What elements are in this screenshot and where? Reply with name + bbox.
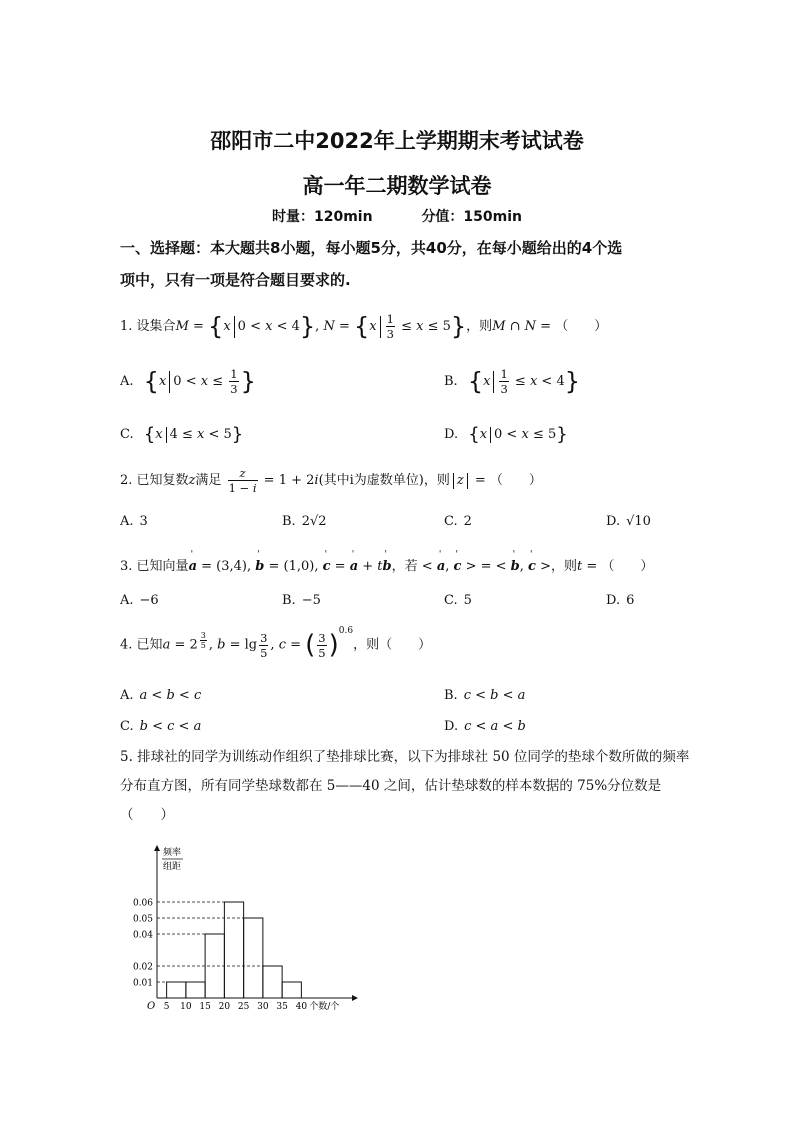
- question-number: 3.: [120, 559, 133, 574]
- exam-meta: [0, 206, 794, 226]
- question-text: (其中i为虚数单位)，则: [318, 473, 450, 488]
- q1-option-c[interactable]: C. {x 4 ≤ x < 5}: [120, 424, 244, 445]
- x-tick-label: 30: [257, 1002, 269, 1012]
- q3-option-c[interactable]: C. 5: [444, 593, 472, 608]
- histogram-bar: [167, 982, 186, 998]
- histogram-bar: [244, 918, 263, 998]
- question-text: ，则: [466, 319, 493, 334]
- x-tick-label: 25: [237, 1002, 250, 1012]
- x-tick-label: 15: [199, 1002, 211, 1012]
- question-5: 5. 排球社的同学为训练动作组织了垫排球比赛，以下为排球社 50 位同学的垫球个数所做的频率分布直方图，所有同学垫球数都在 5——40 之间，估计垫球数的样本数据的 75%分位数是（ ）: [120, 749, 690, 823]
- question-number: 2.: [120, 473, 133, 488]
- question-text: 满足: [195, 473, 222, 488]
- question-1: 1. 设集合M = {x 0 < x < 4}, N = {x $\frac{1}{3}$ ≤ x ≤ 5}，则M ∩ N = （ ）: [120, 312, 608, 341]
- question-text: 设集合: [136, 319, 176, 334]
- option-text: −5: [301, 593, 321, 608]
- y-label-top: 频率: [163, 848, 182, 858]
- y-label-bottom: 组距: [163, 862, 182, 872]
- option-text: 2: [463, 514, 472, 529]
- histogram-bar: [224, 902, 243, 998]
- section-heading-line1: 一、选择题：本大题共8小题，每小题5分，共40分，在每小题给出的4个选: [120, 239, 623, 257]
- y-tick-label: 0.04: [132, 930, 153, 941]
- y-tick-label: 0.01: [132, 978, 153, 989]
- q1-option-b[interactable]: B. {x $\frac{1}{3}$ ≤ x < 4}: [444, 367, 581, 396]
- chart-axes: [157, 848, 355, 998]
- q2-option-d[interactable]: D. √10: [606, 514, 651, 529]
- chart-labels: [133, 846, 339, 1012]
- question-number: 1.: [120, 319, 133, 334]
- section-heading: [120, 232, 680, 296]
- exam-title: 邵阳市二中2022年上学期期末考试试卷: [210, 129, 584, 153]
- question-text: ，则: [550, 559, 577, 574]
- x-tick-label: 5: [163, 1002, 170, 1012]
- x-axis-label: 个数/个: [309, 1002, 340, 1012]
- option-text: −6: [139, 593, 159, 608]
- origin-label: O: [147, 1001, 156, 1012]
- option-text: √10: [626, 514, 651, 529]
- x-tick-label: 35: [276, 1002, 288, 1012]
- q2-option-c[interactable]: C. 2: [444, 514, 472, 529]
- question-3: 3. 已知向量' a = (3,4), ' b = (1,0), ' c = ' a + t' b，若 < ' a, ' c > = < ' b, ' c >，则t = （ ）: [120, 555, 653, 574]
- q1-option-d[interactable]: D. {x 0 < x ≤ 5}: [444, 424, 568, 445]
- question-text: 已知向量: [136, 559, 189, 574]
- section-heading-line2: 项中，只有一项是符合题目要求的.: [120, 271, 351, 289]
- y-tick-label: 0.02: [132, 962, 153, 973]
- x-tick-label: 40: [295, 1002, 308, 1012]
- question-4: 4. 已知a = 2 $^{\frac{3}{5}}$ , b = lg $\frac{3}{5}$ , c = ( $\frac{3}{5}$ )$^{0.6}$，则（ ）: [120, 626, 432, 660]
- x-tick-label: 10: [180, 1002, 192, 1012]
- option-text: 6: [626, 593, 635, 608]
- option-text: 3: [139, 514, 148, 529]
- question-text: 已知: [136, 637, 163, 653]
- q3-option-d[interactable]: D. 6: [606, 593, 635, 608]
- histogram-bar: [282, 982, 301, 998]
- question-number: 4.: [120, 637, 133, 653]
- q4-option-a[interactable]: A. a < b < c: [120, 688, 202, 703]
- q1-option-a[interactable]: A. {x 0 < x ≤ $\frac{1}{3}$ }: [120, 367, 256, 396]
- answer-blank: （ ）: [601, 559, 654, 574]
- histogram-bar: [186, 982, 205, 998]
- y-tick-label: 0.05: [132, 914, 153, 925]
- question-text: ，则（ ）: [353, 637, 432, 653]
- chart-bars: [167, 902, 302, 998]
- answer-blank: （ ）: [555, 319, 608, 334]
- question-text: 已知复数: [136, 473, 189, 488]
- option-text: 2√2: [301, 514, 327, 529]
- q4-option-b[interactable]: B. c < b < a: [444, 688, 526, 703]
- q3-option-b[interactable]: B. −5: [282, 593, 321, 608]
- option-text: 5: [463, 593, 472, 608]
- q2-option-a[interactable]: A. 3: [120, 514, 148, 529]
- q4-option-d[interactable]: D. c < a < b: [444, 719, 526, 734]
- exam-time: 时量：120min: [271, 209, 373, 225]
- y-tick-label: 0.06: [132, 898, 153, 909]
- answer-blank: （ ）: [489, 473, 542, 488]
- histogram-bar: [263, 966, 282, 998]
- q3-option-a[interactable]: A. −6: [120, 593, 159, 608]
- question-text: ，若: [391, 559, 418, 574]
- q2-option-b[interactable]: B. 2√2: [282, 514, 327, 529]
- exam-subtitle: 高一年二期数学试卷: [302, 174, 492, 198]
- q4-option-c[interactable]: C. b < c < a: [120, 719, 202, 734]
- x-tick-label: 20: [218, 1002, 231, 1012]
- frequency-histogram: [110, 840, 370, 1015]
- question-2: 2. 已知复数z满足 $\frac{z}{1 - i}$ = 1 + 2i(其中i为虚数单位)，则 z = （ ）: [120, 466, 542, 495]
- chart-guides: [157, 902, 263, 982]
- exam-score: 分值：150min: [421, 209, 523, 225]
